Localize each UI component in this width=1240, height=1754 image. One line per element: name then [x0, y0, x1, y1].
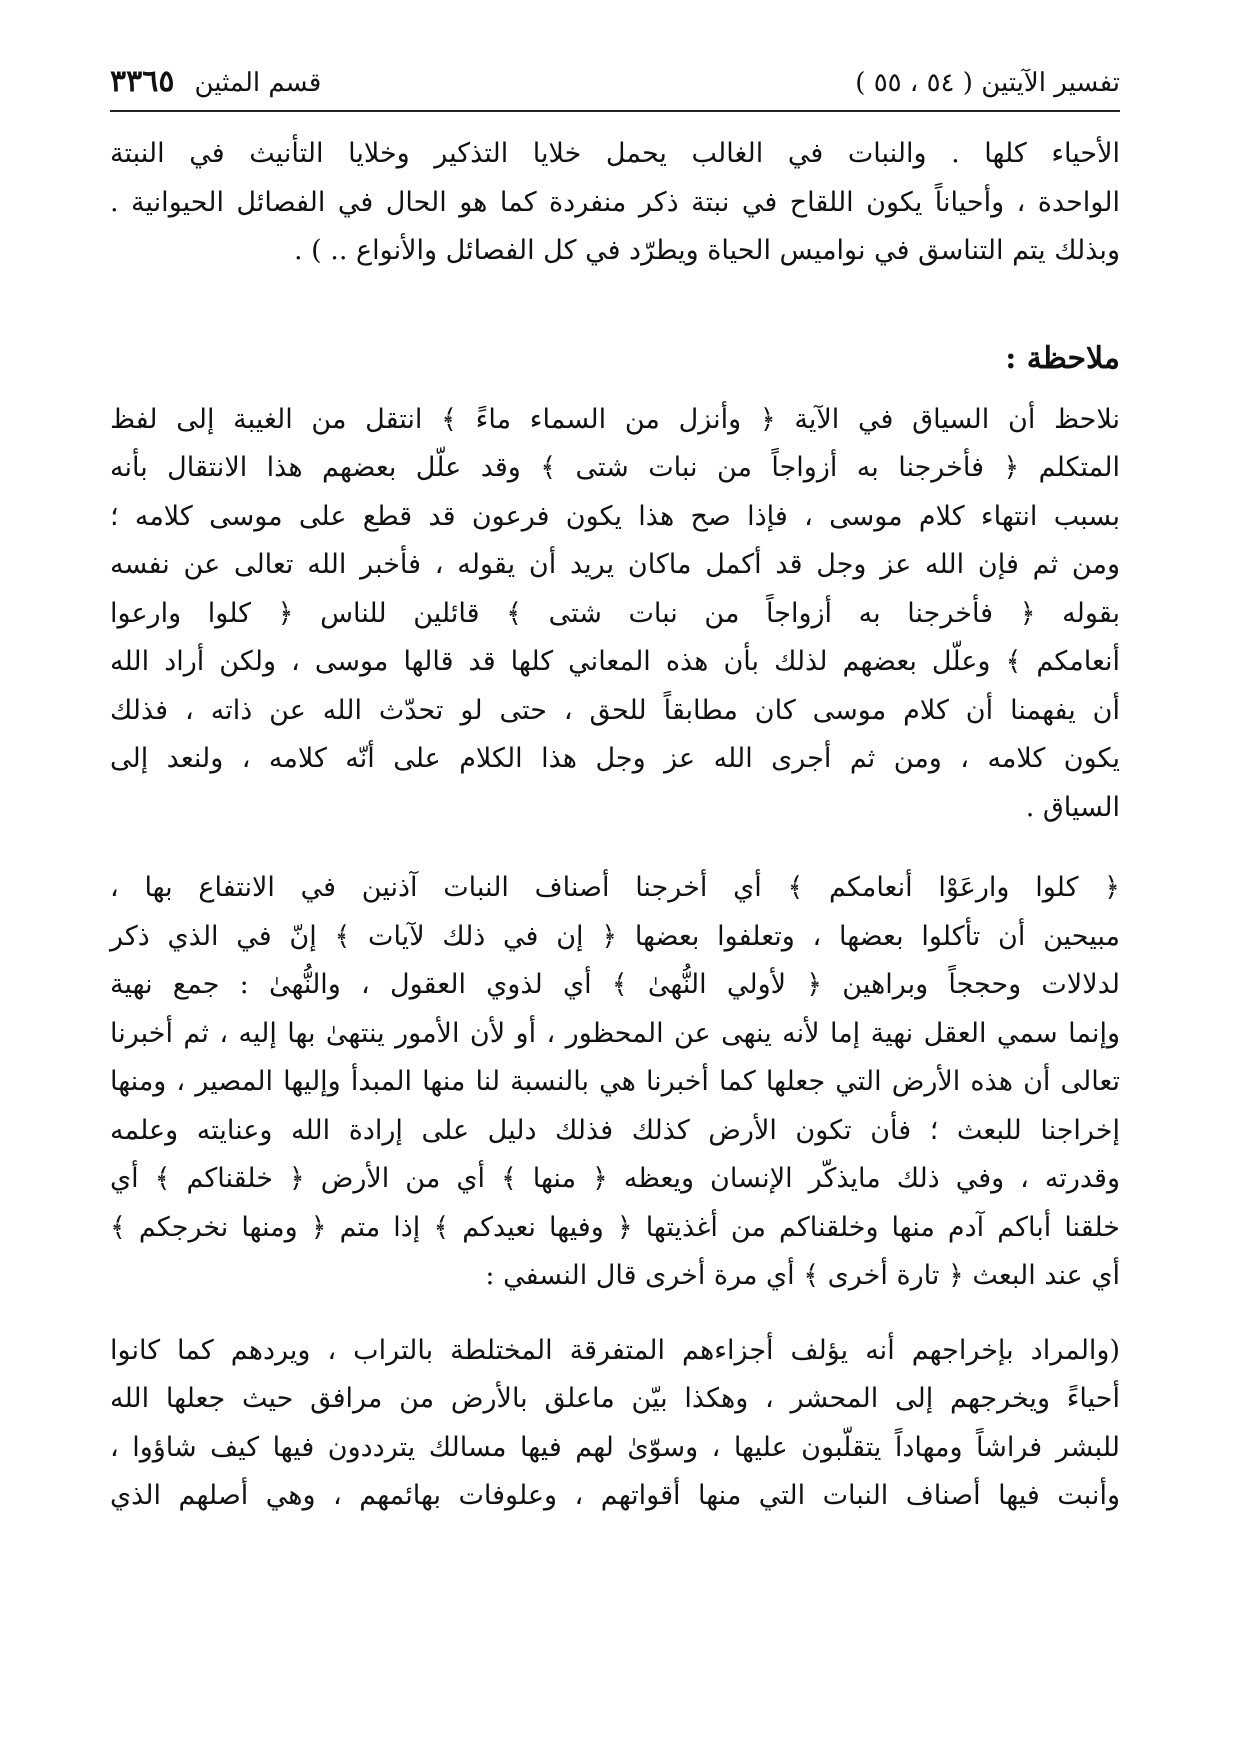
text-line: أي عند البعث ﴿ تارة أخرى ﴾ أي مرة أخرى قال النسفي :: [485, 1260, 1120, 1291]
section-heading: ملاحظة :: [1005, 340, 1120, 376]
paragraph-2: [110, 396, 1120, 833]
text-line: الواحدة ، وأحياناً يكون اللقاح في نبتة ذكر منفردة كما هو الحال في الفصائل الحيوانية .: [110, 186, 1120, 218]
page: [110, 64, 1120, 1521]
text-line: وإنما سمي العقل نهية إما لأنه ينهى عن المحظور ، أو لأن الأمور ينتهىٰ بها إليه ، ثم أخبرنا: [110, 1017, 1120, 1049]
text-line: (والمراد بإخراجهم أنه يؤلف أجزاءهم المتفرقة المختلطة بالتراب ، ويردهم كما كانوا: [110, 1334, 1120, 1366]
header-title: تفسير الآيتين ( ٥٤ ، ٥٥ ): [855, 68, 1120, 98]
text-line: للبشر فراشاً ومهاداً يتقلّبون عليها ، وسوّىٰ لهم فيها مسالك يترددون فيها كيف شاؤوا ،: [110, 1431, 1120, 1463]
text-line: وأنبت فيها أصناف النبات التي منها أقواتهم ، وعلوفات بهائمهم ، وهي أصلهم الذي: [110, 1480, 1120, 1511]
text-line: الأحياء كلها . والنبات في الغالب يحمل خلايا التذكير وخلايا التأنيث في النبتة: [110, 138, 1120, 169]
text-line: ومن ثم فإن الله عز وجل قد أكمل ماكان يريد أن يقوله ، فأخبر الله تعالى عن نفسه: [110, 549, 1120, 580]
page-number: ٣٣٦٥: [110, 64, 175, 99]
header-rule: [110, 110, 1120, 112]
text-line: وبذلك يتم التناسق في نواميس الحياة ويطرّد في كل الفصائل والأنواع .. ) .: [293, 235, 1120, 266]
text-line: خلقنا أباكم آدم منها وخلقناكم من أغذيتها ﴿ وفيها نعيدكم ﴾ إذا متم ﴿ ومنها نخرجكم ﴾: [110, 1211, 1120, 1243]
paragraph-1: [110, 130, 1120, 276]
text-line: بقوله ﴿ فأخرجنا به أزواجاً من نبات شتى ﴾ قائلين للناس ﴿ كلوا وارعوا: [110, 597, 1120, 629]
text-line: أحياءً ويخرجهم إلى المحشر ، وهكذا بيّن ماعلق بالأرض من مرافق حيث جعلها الله: [110, 1383, 1120, 1414]
text-line: نلاحظ أن السياق في الآية ﴿ وأنزل من السماء ماءً ﴾ انتقل من الغيبة إلى لفظ: [110, 403, 1120, 435]
text-line: لدلالات وحججاً وبراهين ﴿ لأولي النُّهىٰ ﴾ أي لذوي العقول ، والنُّهىٰ : جمع نهية: [110, 969, 1120, 1000]
text-line: تعالى أن هذه الأرض التي جعلها كما أخبرنا هي بالنسبة لنا منها المبدأ وإليها المصير ، ومنها: [110, 1066, 1120, 1097]
paragraph-4: [110, 1327, 1120, 1521]
text-line: أنعامكم ﴾ وعلّل بعضهم لذلك بأن هذه المعاني كلها قد قالها موسى ، ولكن أراد الله: [110, 646, 1120, 677]
text-line: إخراجنا للبعث ؛ فأن تكون الأرض كذلك فذلك دليل على إرادة الله وعنايته وعلمه: [110, 1114, 1120, 1146]
header-section: قسم المثين: [194, 68, 322, 98]
text-line: السياق .: [1025, 791, 1120, 823]
text-line: وقدرته ، وفي ذلك مايذكّر الإنسان ويعظه ﴿ منها ﴾ أي من الأرض ﴿ خلقناكم ﴾ أي: [110, 1163, 1120, 1194]
text-line: ﴿ كلوا وارعَوْا أنعامكم ﴾ أي أخرجنا أصناف النبات آذنين في الانتفاع بها ،: [110, 872, 1120, 903]
header-left: [110, 64, 321, 99]
text-line: بسبب انتهاء كلام موسى ، فإذا صح هذا يكون فرعون قد قطع على موسى كلامه ؛: [110, 500, 1120, 532]
text-line: أن يفهمنا أن كلام موسى كان مطابقاً للحق ، حتى لو تحدّث الله عن ذاته ، فذلك: [110, 694, 1120, 726]
text-line: مبيحين أن تأكلوا بعضها ، وتعلفوا بعضها ﴿ إن في ذلك لآيات ﴾ إنّ في الذي ذكر: [110, 920, 1120, 952]
text-line: يكون كلامه ، ومن ثم أجرى الله عز وجل هذا الكلام على أنّه كلامه ، ولنعد إلى: [110, 743, 1120, 774]
text-line: المتكلم ﴿ فأخرجنا به أزواجاً من نبات شتى ﴾ وقد علّل بعضهم هذا الانتقال بأنه: [110, 452, 1120, 483]
running-header: [110, 64, 1120, 104]
paragraph-3: [110, 864, 1120, 1301]
